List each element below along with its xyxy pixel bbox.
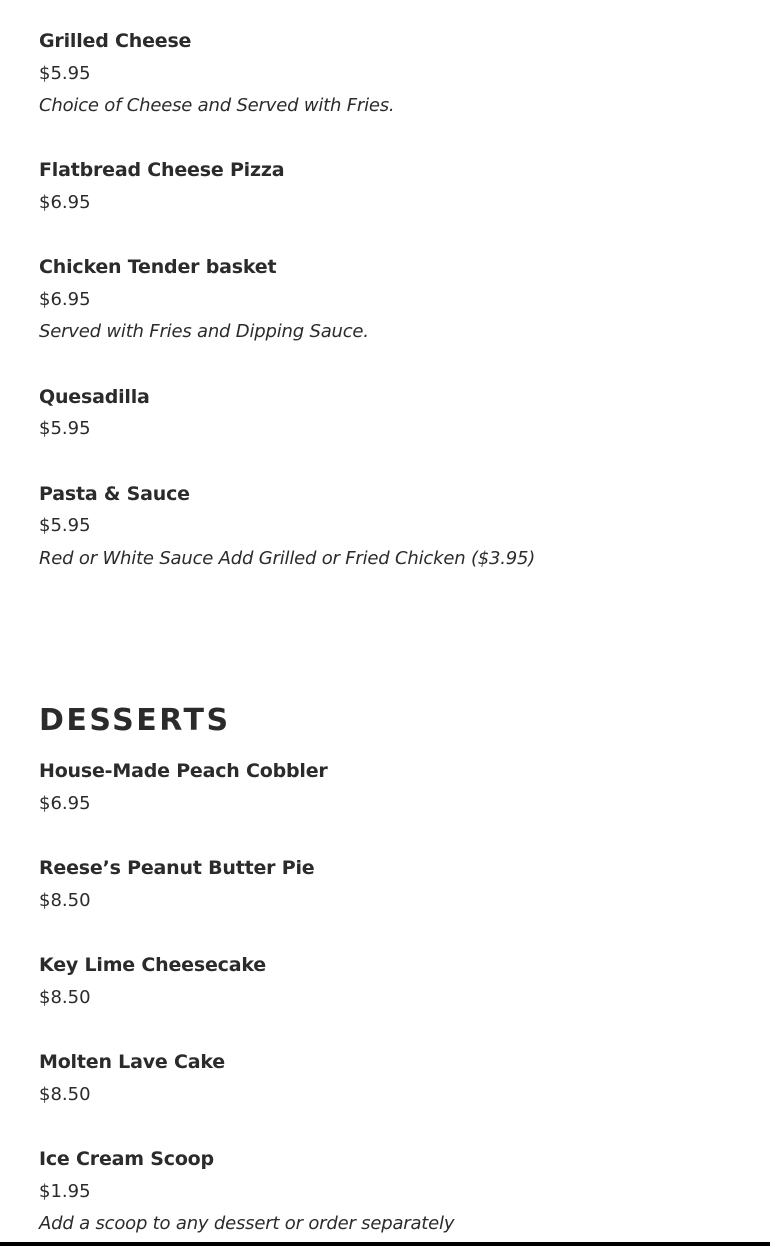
menu-item-name: Pasta & Sauce: [39, 483, 190, 505]
menu-item-name: Key Lime Cheesecake: [39, 954, 266, 976]
menu-item-name: Quesadilla: [39, 386, 150, 408]
menu-item-description: Red or White Sauce Add Grilled or Fried Chicken ($3.95): [39, 548, 536, 569]
menu-item-price: $8.50: [39, 987, 91, 1008]
menu-item-name: Chicken Tender basket: [39, 256, 277, 278]
menu-item-name: Ice Cream Scoop: [39, 1148, 214, 1170]
menu-item-price: $5.95: [39, 515, 91, 536]
menu-item-price: $8.50: [39, 890, 91, 911]
menu-item-description: Served with Fries and Dipping Sauce.: [39, 321, 369, 342]
menu-item-price: $8.50: [39, 1084, 91, 1105]
menu-item-price: $5.95: [39, 418, 91, 439]
menu-item-price: $5.95: [39, 63, 91, 84]
menu-item-name: Grilled Cheese: [39, 30, 192, 52]
menu-item-name: Flatbread Cheese Pizza: [39, 159, 285, 181]
menu-item-price: $6.95: [39, 793, 91, 814]
menu-item-price: $6.95: [39, 192, 91, 213]
bottom-divider: [0, 1242, 770, 1246]
section-title: DESSERTS: [39, 703, 231, 738]
menu-item-name: Reese’s Peanut Butter Pie: [39, 857, 315, 879]
menu-item-price: $6.95: [39, 289, 91, 310]
menu-item-description: Choice of Cheese and Served with Fries.: [39, 95, 395, 116]
menu-item-name: Molten Lave Cake: [39, 1051, 225, 1073]
menu-item-price: $1.95: [39, 1181, 91, 1202]
menu-item-name: House-Made Peach Cobbler: [39, 760, 328, 782]
menu-item-description: Add a scoop to any dessert or order separately: [39, 1213, 455, 1234]
